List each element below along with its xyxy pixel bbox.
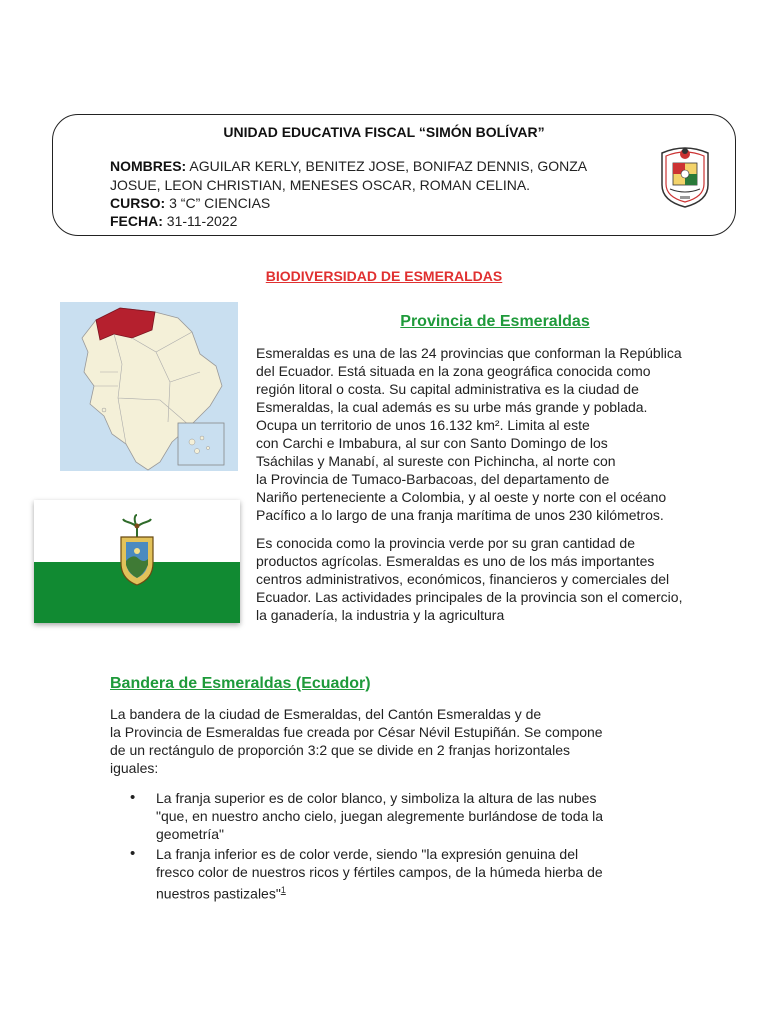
paragraph-line: iguales:: [110, 760, 159, 776]
paragraph-line: del Ecuador. Está situada en la zona geográfica conocida como: [256, 363, 651, 379]
paragraph-line: Pacífico a lo largo de una franja marítima de unos 230 kilómetros.: [256, 507, 664, 523]
nombres-label: NOMBRES:: [110, 158, 187, 174]
bullet-line: • La franja superior es de color blanco, y simboliza la altura de las nubes: [156, 790, 597, 806]
section-title-provincia: Provincia de Esmeraldas: [400, 313, 590, 330]
list-item: [132, 845, 603, 903]
paragraph-line: la Provincia de Esmeraldas fue creada por César Névil Estupiñán. Se compone: [110, 724, 603, 740]
fecha-label: FECHA:: [110, 213, 163, 229]
ecuador-map-image: [60, 302, 238, 471]
curso-label: CURSO:: [110, 195, 166, 211]
esmeraldas-flag-image: [34, 500, 240, 623]
document-title: BIODIVERSIDAD DE ESMERALDAS: [265, 268, 503, 284]
bullet-line: geometría": [156, 826, 225, 842]
paragraph-line: la ganadería, la industria y la agricultura: [256, 607, 505, 623]
nombres-line: [110, 157, 587, 175]
section-title-bandera: Bandera de Esmeraldas (Ecuador): [110, 675, 371, 692]
paragraph-line: centros administrativos, económicos, financieros y comerciales del: [256, 571, 670, 587]
paragraph-line: productos agrícolas. Esmeraldas es uno de los más importantes: [256, 553, 655, 569]
list-item: [132, 789, 603, 843]
paragraph-line: Nariño perteneciente a Colombia, y al oeste y norte con el océano: [256, 489, 667, 505]
fecha-line: [110, 212, 237, 230]
bullet-line: [156, 881, 603, 903]
curso-value: 3 “C” CIENCIAS: [165, 195, 271, 211]
footnote-marker[interactable]: 1: [280, 885, 286, 895]
paragraph-line: de un rectángulo de proporción 3:2 que se divide en 2 franjas horizontales: [110, 742, 570, 758]
section-provincia-paragraph-2: [256, 534, 682, 624]
paragraph-line: Tsáchilas y Manabí, al sureste con Pichincha, al norte con: [256, 453, 616, 469]
school-crest-logo: [656, 141, 714, 209]
bullet-line: "que, en nuestro ancho cielo, juegan alegremente burlándose de toda la: [156, 808, 604, 824]
paragraph-line: la Provincia de Tumaco-Barbacoas, del departamento de: [256, 471, 610, 487]
bullet-line: fresco color de nuestros ricos y fértiles campos, de la húmeda hierba de: [156, 864, 603, 880]
paragraph-line: Es conocida como la provincia verde por su gran cantidad de: [256, 535, 635, 551]
section-provincia-paragraph-1: [256, 344, 682, 524]
paragraph-line: Esmeraldas, la cual además es su urbe más grande y poblada.: [256, 399, 648, 415]
paragraph-line: Ecuador. Las actividades principales de la provincia son el comercio,: [256, 589, 683, 605]
paragraph-line: Ocupa un territorio de unos 16.132 km². Limita al este: [256, 417, 590, 433]
school-name: UNIDAD EDUCATIVA FISCAL “SIMÓN BOLÍVAR”: [223, 124, 545, 140]
bullet-line-text: nuestros pastizales": [156, 885, 281, 902]
fecha-value: 31-11-2022: [162, 213, 238, 229]
paragraph-line: con Carchi e Imbabura, al sur con Santo Domingo de los: [256, 435, 608, 451]
paragraph-line: región litoral o costa. Su capital administrativa es la ciudad de: [256, 381, 639, 397]
bandera-bullet-list: [132, 789, 603, 905]
bullet-line: • La franja inferior es de color verde, siendo "la expresión genuina del: [156, 846, 579, 862]
nombres-value-1: AGUILAR KERLY, BENITEZ JOSE, BONIFAZ DENNIS, GONZA: [186, 158, 588, 174]
curso-line: [110, 194, 270, 212]
nombres-line-2: JOSUE, LEON CHRISTIAN, MENESES OSCAR, ROMAN CELINA.: [110, 177, 531, 193]
paragraph-line: La bandera de la ciudad de Esmeraldas, del Cantón Esmeraldas y de: [110, 706, 542, 722]
paragraph-line: Esmeraldas es una de las 24 provincias que conforman la República: [256, 345, 682, 361]
section-bandera-intro: [110, 705, 603, 777]
